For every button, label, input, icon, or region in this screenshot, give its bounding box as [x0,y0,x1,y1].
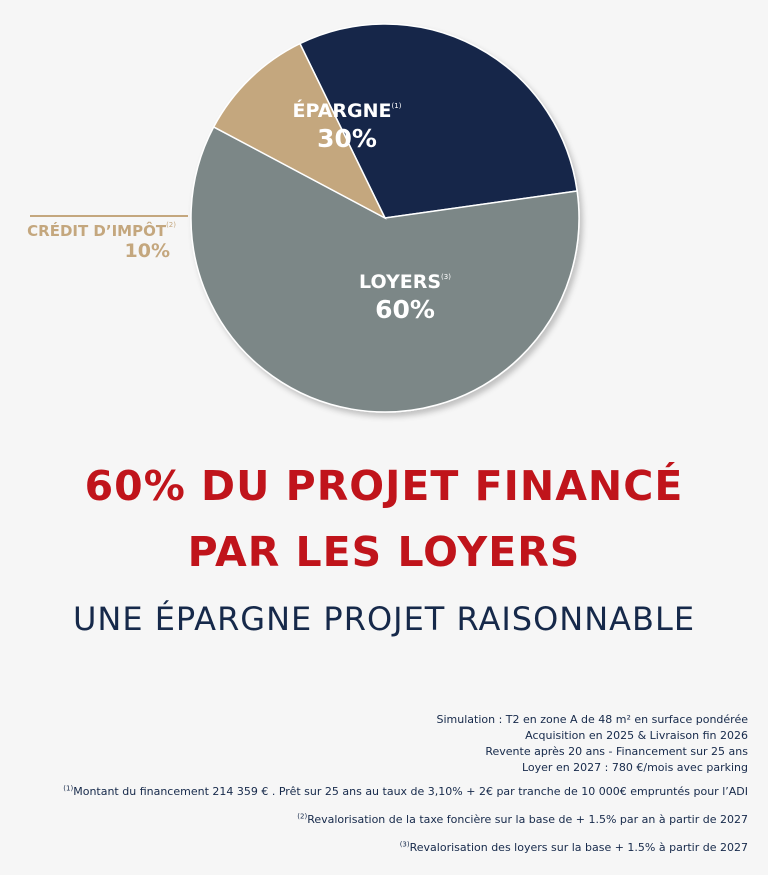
simulation-line: Revente après 20 ans - Financement sur 25 ans [485,745,748,758]
footnote-mark: (3) [399,840,410,849]
simulation-details [8,712,748,776]
subheadline: UNE ÉPARGNE PROJET RAISONNABLE [72,600,696,638]
footnote-2 [8,812,748,828]
pie-slices [191,24,579,412]
footnote-mark: (1) [63,784,74,793]
pie-label-value: 30% [317,124,377,153]
headline-line-1: 60% DU PROJET FINANCÉ [84,462,684,510]
simulation-line: Loyer en 2027 : 780 €/mois avec parking [521,761,748,774]
pie-label-name: LOYERS$^{(3)}$ [359,271,451,293]
pie-label-value: 10% [124,240,170,262]
notes-block [8,712,748,868]
footnote-text: Revalorisation de la taxe foncière sur la base de + 1.5% par an à partir de 2027 [307,813,748,826]
footnote-text: Revalorisation des loyers sur la base + 1.5% à partir de 2027 [409,841,748,854]
headline-line-2: PAR LES LOYERS [187,528,581,576]
footnote-text: Montant du financement 214 359 € . Prêt sur 25 ans au taux de 3,10% + 2€ par tranche de 10 000€ empruntés pour l’ADI [73,785,748,798]
simulation-line: Simulation : T2 en zone A de 48 m² en surface pondérée [436,713,748,726]
footnote-1 [8,784,748,800]
pie-label-name: CRÉDIT D’IMPÔT$^{(2)}$ [27,221,176,240]
simulation-line: Acquisition en 2025 & Livraison fin 2026 [525,729,748,742]
pie-label-name: ÉPARGNE$^{(1)}$ [292,100,402,122]
pie-label-value: 60% [375,295,435,324]
footnote-3 [8,840,748,856]
footnote-mark: (2) [297,812,308,821]
